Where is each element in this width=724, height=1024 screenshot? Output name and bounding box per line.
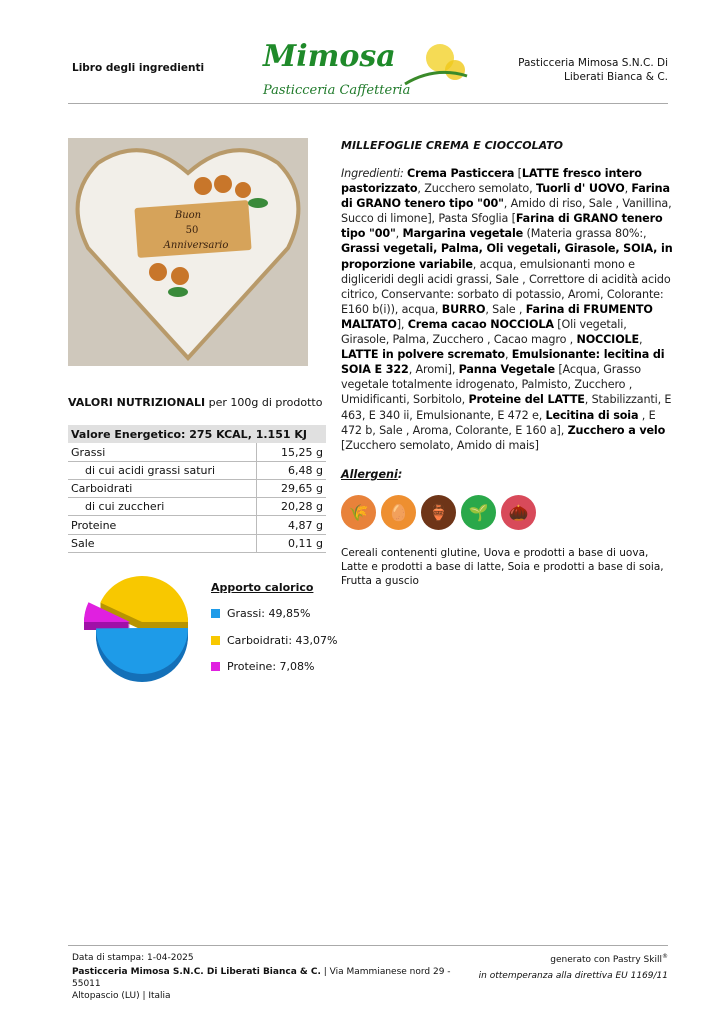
- row-label: Sale: [68, 534, 256, 552]
- legend-item: [211, 607, 310, 620]
- company-name-line1: Pasticceria Mimosa S.N.C. Di: [518, 57, 668, 69]
- row-value: 15,25 g: [256, 443, 326, 461]
- ingredient-segment: BURRO: [441, 302, 486, 316]
- company-name-line2: Liberati Bianca & C.: [564, 71, 668, 83]
- ingredients-label: Ingredienti:: [341, 167, 404, 180]
- ingredient-segment: LATTE in polvere scremato: [341, 348, 505, 362]
- company-header: [518, 56, 668, 84]
- ingredient-segment: , Zucchero semolato,: [417, 182, 536, 196]
- ingredient-segment: Crema cacao NOCCIOLA: [407, 317, 554, 331]
- footer-city: Altopascio (LU) | Italia: [72, 991, 171, 1001]
- ingredients-text: [341, 166, 677, 453]
- company-footer: [72, 966, 472, 1002]
- footer-company: Pasticceria Mimosa S.N.C. Di Liberati Bianca & C.: [72, 967, 321, 977]
- legend-label: Proteine: 7,08%: [227, 660, 315, 673]
- nutrition-title-bold: VALORI NUTRIZIONALI: [68, 396, 206, 409]
- ingredient-segment: , Sale ,: [485, 302, 526, 316]
- chart-title: Apporto calorico: [211, 581, 314, 594]
- allergen-icons: [341, 495, 677, 530]
- legend-item: [211, 660, 314, 673]
- ingredient-segment: [Zucchero semolato, Amido di mais]: [341, 438, 539, 452]
- legend-label: Grassi: 49,85%: [227, 607, 311, 620]
- logo-title: Mimosa: [263, 39, 396, 74]
- logo-subtitle: Pasticceria Caffetteria: [263, 83, 411, 98]
- table-row: [68, 516, 326, 534]
- table-row: [68, 480, 326, 498]
- ingredient-segment: , Amido di riso, Sale , Vanillina, Succo di limone], Pasta Sfoglia [: [341, 197, 672, 226]
- cake-text: Anniversario: [163, 240, 229, 251]
- registered-mark: ®: [662, 953, 668, 960]
- ingredient-segment: Panna Vegetale: [458, 363, 555, 377]
- row-label: di cui zuccheri: [68, 498, 256, 516]
- row-value: 20,28 g: [256, 498, 326, 516]
- row-label: Proteine: [68, 516, 256, 534]
- table-row: [68, 461, 326, 479]
- ingredient-segment: [Acqua, Grasso vegetale totalmente idrogenato, Palmisto, Zucchero , Umidificanti, Sorbitolo,: [341, 363, 641, 407]
- generator-credit: [550, 953, 668, 965]
- legend-swatch: [211, 636, 220, 645]
- row-value: 4,87 g: [256, 516, 326, 534]
- ingredient-segment: LATTE fresco intero pastorizzato: [341, 167, 642, 196]
- ingredient-segment: Farina di GRANO tenero tipo "00": [341, 212, 663, 241]
- product-details: [341, 139, 677, 588]
- table-row: [68, 534, 326, 552]
- cake-text: Buon: [174, 210, 202, 221]
- ingredient-segment: Grassi vegetali, Palma, Oli vegetali, Girasole, SOIA, in proporzione variabile: [341, 242, 673, 271]
- product-photo: [68, 138, 308, 366]
- table-row: [68, 443, 326, 461]
- row-value: 6,48 g: [256, 461, 326, 479]
- nut-icon: 🌰: [501, 495, 536, 530]
- ingredient-segment: ,: [624, 182, 632, 196]
- ingredient-segment: , E 472 b, Sale , Aroma, Colorante, E 160 a],: [341, 408, 656, 437]
- ingredient-segment: , Stabilizzanti, E 463, E 340 ii, Emulsionante, E 472 e,: [341, 393, 672, 422]
- ingredient-segment: Margarina vegetale: [402, 227, 524, 241]
- wheat-icon: 🌾: [341, 495, 376, 530]
- allergens-text: Cereali contenenti glutine, Uova e prodotti a base di uova, Latte e prodotti a base di latte, Soia e prodotti a base di soia, Frutta a guscio: [341, 546, 664, 587]
- footer-address: | Via Mammianese nord 29 - 55011: [72, 967, 451, 989]
- document-type-label: Libro degli ingredienti: [72, 62, 205, 74]
- ingredient-segment: ],: [396, 317, 408, 331]
- print-date: Data di stampa: 1-04-2025: [72, 953, 194, 963]
- legend-swatch: [211, 609, 220, 618]
- ingredient-segment: ,: [639, 333, 643, 347]
- ingredient-segment: [: [514, 167, 522, 180]
- legend-item: [211, 634, 337, 647]
- ingredient-segment: Tuorli d' UOVO: [535, 182, 625, 196]
- nutrition-table: [68, 425, 326, 553]
- ingredient-segment: (Materia grassa 80%:,: [523, 227, 647, 241]
- product-title: MILLEFOGLIE CREMA E CIOCCOLATO: [341, 139, 563, 152]
- mimosa-logo: [255, 36, 470, 100]
- header-divider: [68, 103, 668, 104]
- allergens-colon: :: [397, 467, 403, 481]
- ingredient-segment: Proteine del LATTE: [468, 393, 585, 407]
- compliance-note: in ottemperanza alla direttiva EU 1169/11: [478, 971, 668, 981]
- row-value: 0,11 g: [256, 534, 326, 552]
- calorie-pie-chart: [82, 566, 202, 691]
- generator-text: generato con Pastry Skill: [550, 955, 662, 965]
- ingredient-segment: Farina di FRUMENTO MALTATO: [341, 302, 653, 331]
- row-label: Carboidrati: [68, 480, 256, 498]
- table-row: [68, 498, 326, 516]
- ingredient-segment: NOCCIOLE: [576, 333, 640, 347]
- allergens-title: [341, 467, 677, 482]
- nutrition-title: [68, 396, 322, 409]
- nutrition-title-rest: per 100g di prodotto: [205, 396, 323, 409]
- ingredient-segment: [Oli vegetali, Girasole, Palma, Zucchero , Cacao magro ,: [341, 317, 627, 347]
- cake-text: 50: [185, 225, 199, 236]
- ingredient-segment: ,: [504, 348, 512, 362]
- ingredient-segment: , Aromi],: [408, 363, 459, 377]
- energy-value: Valore Energetico: 275 KCAL, 1.151 KJ: [68, 425, 326, 443]
- milk-jug-icon: 🏺: [421, 495, 456, 530]
- row-label: Grassi: [68, 443, 256, 461]
- row-label: di cui acidi grassi saturi: [68, 461, 256, 479]
- footer-divider: [68, 945, 668, 946]
- ingredient-segment: , acqua, emulsionanti mono e digliceridi degli acidi grassi, Sale , Correttore di acidità acido citrico, Conservante: sorbato di potassio, Aromi, Colorante: E160 b(i)), acqua,: [341, 257, 671, 316]
- soy-icon: 🌱: [461, 495, 496, 530]
- ingredient-segment: Farina di GRANO tenero tipo "00": [341, 182, 670, 211]
- ingredient-segment: Crema Pasticcera: [407, 167, 515, 180]
- ingredient-segment: ,: [395, 227, 403, 241]
- ingredient-segment: Zucchero a velo: [567, 423, 666, 437]
- legend-swatch: [211, 662, 220, 671]
- legend-label: Carboidrati: 43,07%: [227, 634, 338, 647]
- ingredient-segment: Lecitina di soia: [545, 408, 639, 422]
- allergens-label: Allergeni: [341, 467, 398, 481]
- ingredient-segment: Emulsionante: lecitina di SOIA E 322: [341, 348, 665, 377]
- egg-icon: 🥚: [381, 495, 416, 530]
- row-value: 29,65 g: [256, 480, 326, 498]
